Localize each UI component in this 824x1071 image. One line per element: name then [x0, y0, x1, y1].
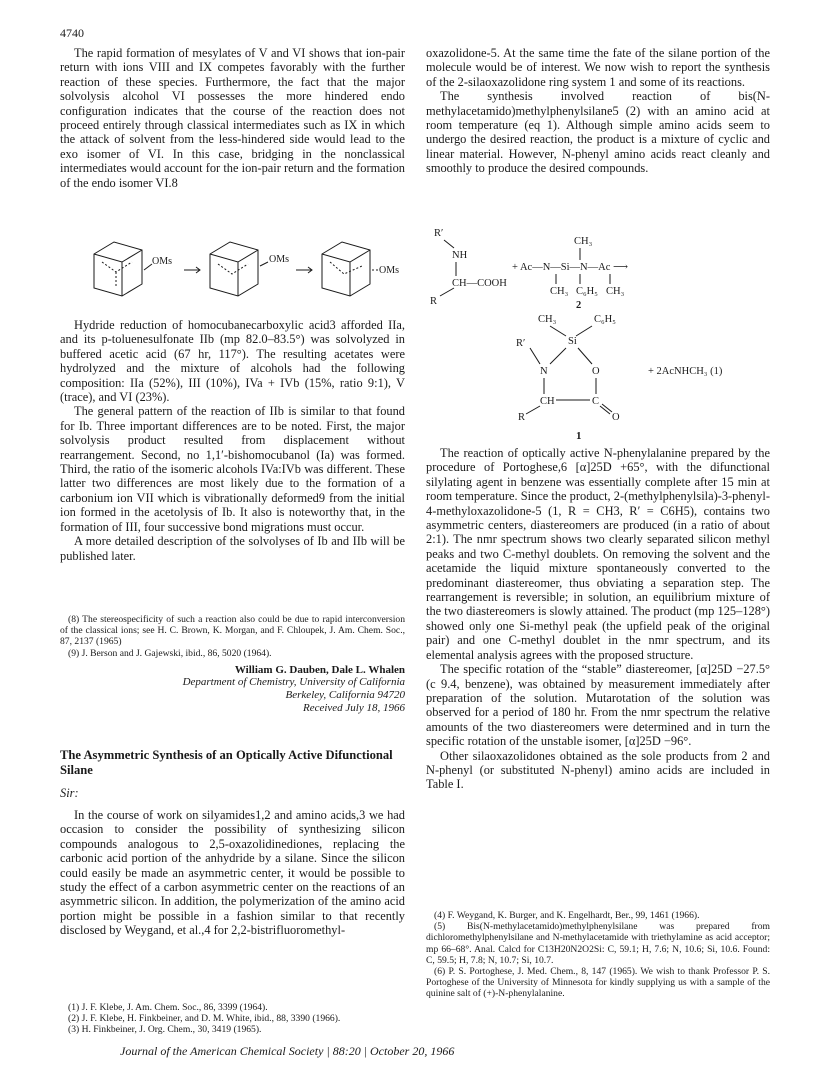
- footnotes-right: [426, 910, 770, 1000]
- left-column: [60, 46, 405, 190]
- footnote: (2) J. F. Klebe, H. Finkbeiner, and D. M. White, ibid., 88, 3390 (1966).: [68, 1013, 341, 1025]
- right-column: [426, 46, 770, 176]
- footnote: (5) Bis(N-methylacetamido)methylphenylsilane was prepared from dichloromethylphenylsilane and N-methylacetamide with triethylamine as acid acceptor; mp 66–68°. Anal. Calcd for C13H20N2O2Si: C, 59.1; H, 7.6; N, 10.6; Si, 10.6. Found: C, 59.5; H, 7.8; N, 10.7; Si, 10.7.: [426, 921, 770, 966]
- r-label: R: [518, 412, 526, 422]
- affiliation: Berkeley, California 94720: [285, 689, 405, 701]
- cage-structure-2: [210, 242, 258, 296]
- footnotes-left-top: [60, 614, 405, 659]
- ch3-label: CH₃: [538, 314, 557, 325]
- paragraph: oxazolidone-5. At the same time the fate of the silane portion of the molecule would be of interest. We now wish to report the synthesis of the 2-silaoxazolidone ring system 1 and some of its reactions.: [426, 46, 770, 89]
- right-column-lower: [426, 446, 770, 792]
- signature-block: [60, 664, 405, 715]
- footnotes-left-bottom: [60, 1002, 405, 1036]
- affiliation: Department of Chemistry, University of California: [182, 676, 405, 688]
- salutation: Sir:: [60, 786, 79, 800]
- c-label: C: [592, 396, 600, 407]
- left-column-lower: [60, 318, 405, 563]
- reagent-equation: + Ac—N—Si—N—Ac ⟶: [512, 262, 629, 273]
- paragraph: The general pattern of the reaction of IIb is similar to that found for Ib. Three important differences are to be noted. First, the major solvolysis product resulted from displacement without rearrangement. Second, no 1,1′-bishomocubanol (Ia) was formed. Third, the ratio of the isomeric alcohols IVa:IVb was different. These latter two differences are most likely due to the formation of a carbonium ion VII which is vibrationally deformed9 from the initial ion formed in the acetolysis of Ib. It also is noteworthy that, in the formation of III, four successive bond migrations must occur.: [60, 404, 405, 534]
- received-date: Received July 18, 1966: [302, 702, 405, 714]
- footnote: (4) F. Weygand, K. Burger, and K. Engelhardt, Ber., 99, 1461 (1966).: [434, 910, 700, 921]
- ch-cooh-label: CH—COOH: [452, 278, 507, 289]
- ch-label: CH: [540, 396, 555, 407]
- left-column-bottom: [60, 808, 405, 938]
- oms-label: OMs: [152, 256, 173, 267]
- paragraph: Hydride reduction of homocubanecarboxylic acid3 afforded IIa, and its p-toluenesulfonate IIb (mp 82.0–83.5°) was solvolyzed in buffered acetic acid (67 hr, 117°). The resulting acetates were hydrolyzed and the mixture of alcohols had the following composition: IIa (52%), III (10%), IVa + IVb (15%, ratio 9:1), V (trace), and VI (23%).: [60, 318, 405, 405]
- journal-footer: Journal of the American Chemical Society | 88:20 | October 20, 1966: [120, 1044, 455, 1058]
- paragraph: The rapid formation of mesylates of V and VI shows that ion-pair return with ions VIII and IX competes favorably with the further reaction of these species. Furthermore, the fact that the major solvolysis alcohol VI possesses the more hindered endo configuration indicates that the course of the reaction does not proceed entirely through classical intermediates such as IX in which the attack of solvent from the less-hindered side would lead to the exo isomer of VI. In this case, bridging in the nonclassical intermediates would account for the ion-pair return and the formation of the endo isomer VI.8: [60, 46, 405, 190]
- cage-structure-3: [322, 242, 370, 296]
- byproduct-equation: + 2AcNHCH₃ (1): [648, 366, 723, 377]
- compound-number: 1: [576, 430, 582, 442]
- authors: William G. Dauben, Dale L. Whalen: [234, 664, 405, 676]
- footnote: (3) H. Finkbeiner, J. Org. Chem., 30, 3419 (1965).: [68, 1024, 262, 1036]
- reaction-scheme: [426, 222, 770, 422]
- paragraph: The synthesis involved reaction of bis(N-methylacetamido)methylphenylsilane5 (2) with an amino acid at room temperature (eq 1). Although simple amino acids seem to undergo the desired reaction, the product is a mixture of cyclic and linear material. However, N-phenyl amino acids react cleanly and smoothly to produce the desired compounds.: [426, 89, 770, 176]
- c6h5-label: C₆H₅: [576, 286, 598, 297]
- paragraph: Other silaoxazolidones obtained as the sole products from 2 and N-phenyl (or substituted N-phenyl) amino acids are included in Table I.: [426, 748, 770, 792]
- r-prime-label: R′: [434, 228, 444, 239]
- paragraph: The specific rotation of the “stable” diastereomer, [α]25D −27.5° (c 9.4, benzene), was obtained by measurement immediately after preparation of the solution. Mutarotation of the solution was observed for a period of 180 hr. From the nmr spectrum the relative amounts of the two diastereomers were determined and in turn the specific rotation of the unstable isomer, [α]25D −96°.: [426, 662, 770, 749]
- n-label: N: [540, 366, 548, 377]
- compound-number: 2: [576, 300, 582, 311]
- footnote: (1) J. F. Klebe, J. Am. Chem. Soc., 86, 3399 (1964).: [68, 1002, 268, 1013]
- page-number: 4740: [60, 26, 84, 40]
- ch3-label: CH₃: [550, 286, 569, 297]
- ch3-label: CH₃: [606, 286, 625, 297]
- si-label: Si: [568, 336, 577, 347]
- footnote: (8) The stereospecificity of such a reaction also could be due to rapid interconversion of the classical ions; see H. C. Brown, K. Morgan, and F. Chloupek, J. Am. Chem. Soc., 87, 2137 (1965): [60, 614, 405, 648]
- oms-label: OMs: [379, 265, 400, 276]
- paragraph: A more detailed description of the solvolyses of Ib and IIb will be published later.: [60, 534, 405, 563]
- paragraph: The reaction of optically active N-phenylalanine prepared by the procedure of Portoghese,6 [α]25D +65°, with the difunctional silylating agent in benzene was essentially complete after 15 min at room temperature. Since the product, 2-(methylphenylsila)-3-phenyl-4-methyloxazolidone-5 (1, R = CH3, R′ = C6H5), contains two asymmetric centers, diastereomers are produced (in a ratio of about 2:1). The nmr spectrum shows two clearly separated silicon methyl peaks and two C-methyl doublets. On removing the solvent and the acetamide the liquid mixture spontaneously converted to the predominant diastereomer, thus obviating a separation step. The rearrangement is reversible; in solution, an equilibrium mixture of the two diastereomers is slowly attained. The product (mp 125–128°) showed only one Si-methyl peak (the upfield peak of the original pair) and one C-methyl doublet in the nmr spectrum, and its elemental analysis agrees with the proposed structure.: [426, 446, 770, 662]
- c6h5-label: C₆H₅: [594, 314, 616, 325]
- paragraph: In the course of work on silyamides1,2 and amino acids,3 we had occasion to consider the possibility of synthesizing silicon compounds analogous to 2,5-oxazolidinediones, replacing the carbonic acid portion of the anhydride by a silane. Since the silicon could easily be made an asymmetric center, it would be possible to study the effect of a carbon asymmetric center on the reactions of an asymmetric silicon. In addition, the polymerization of the amino acid portion might be possible in a fashion similar to that recently disclosed by Weygand, et al.,4 for 2,2-bistrifluoromethyl-: [60, 808, 405, 938]
- footnote: (9) J. Berson and J. Gajewski, ibid., 86, 5020 (1964).: [68, 647, 272, 659]
- r-prime-label: R′: [516, 338, 526, 349]
- footnote: (6) P. S. Portoghese, J. Med. Chem., 8, 147 (1965). We wish to thank Professor P. S. Portoghese of the University of Minnesota for kindly supplying us with a sample of the quinine salt of (+)-N-phenylalanine.: [426, 966, 770, 1000]
- homocubane-scheme: [86, 232, 406, 308]
- cage-structure-1: [94, 242, 142, 296]
- r-label: R: [430, 296, 438, 307]
- ch3-label: CH₃: [574, 236, 593, 247]
- article-title: The Asymmetric Synthesis of an Optically Active Difunctional Silane: [60, 748, 393, 777]
- o-label: O: [612, 412, 620, 422]
- oms-label: OMs: [269, 254, 290, 265]
- nh-label: NH: [452, 250, 468, 261]
- o-label: O: [592, 366, 600, 377]
